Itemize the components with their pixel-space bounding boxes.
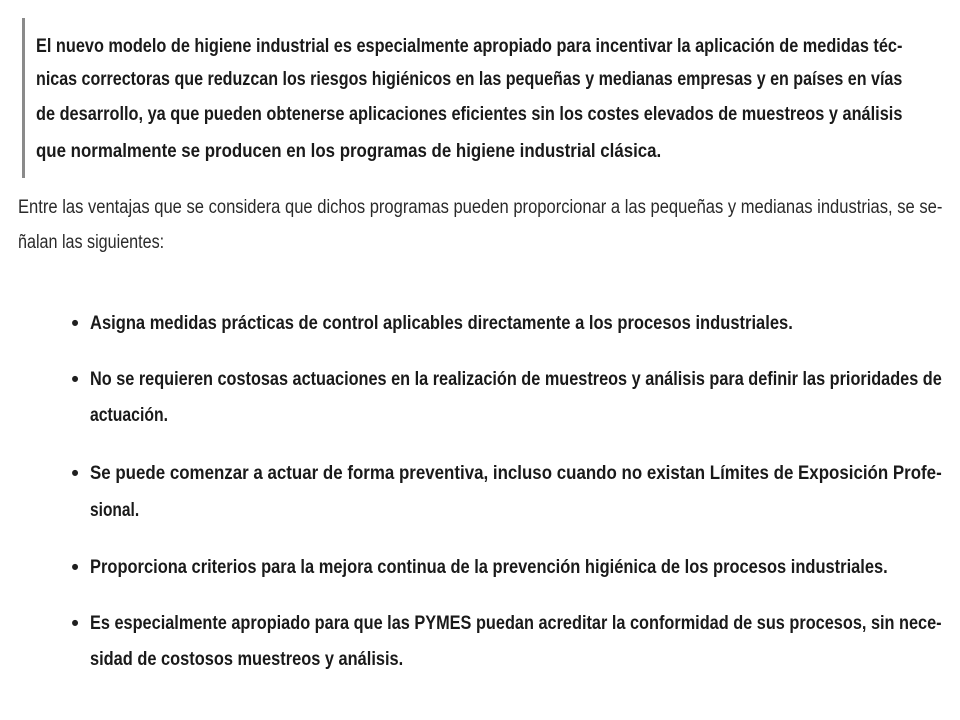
bullet-icon-1: • [71,312,79,335]
intro-line-1: El nuevo modelo de higiene industrial es especialmente apropiado para incentivar la aplicación de medidas téc- [36,36,903,57]
bullet-3-line-1: Se puede comenzar a actuar de forma preventiva, incluso cuando no existan Límites de Exposición Profe- [90,463,942,484]
bullet-4-line-1: Proporciona criterios para la mejora continua de la prevención higiénica de los procesos industriales. [90,557,888,578]
bullet-5-line-1: Es especialmente apropiado para que las PYMES puedan acreditar la conformidad de sus procesos, sin nece- [90,613,942,634]
bullet-5-line-2: sidad de costosos muestreos y análisis. [90,649,404,670]
bullet-icon-2: • [71,368,79,391]
intro-line-3: de desarrollo, ya que pueden obtenerse aplicaciones eficientes sin los costes elevados de muestreos y análisis [36,104,903,125]
ventajas-line-1: Entre las ventajas que se considera que dichos programas pueden proporcionar a las pequeñas y medianas industrias, se se- [18,197,943,218]
ventajas-line-2: ñalan las siguientes: [18,232,165,253]
bullet-icon-4: • [71,556,79,579]
bullet-2-line-2: actuación. [90,405,168,426]
bullet-1-line-1: Asigna medidas prácticas de control aplicables directamente a los procesos industriales. [90,313,793,334]
intro-line-4: que normalmente se producen en los programas de higiene industrial clásica. [36,141,662,162]
bullet-2-line-1: No se requieren costosas actuaciones en la realización de muestreos y análisis para definir las prioridades de [90,369,942,390]
bullet-icon-3: • [71,462,79,485]
bullet-icon-5: • [71,612,79,635]
intro-line-2: nicas correctoras que reduzcan los riesgos higiénicos en las pequeñas y medianas empresas y en países en vías [36,69,903,90]
bullet-3-line-2: sional. [90,500,140,521]
